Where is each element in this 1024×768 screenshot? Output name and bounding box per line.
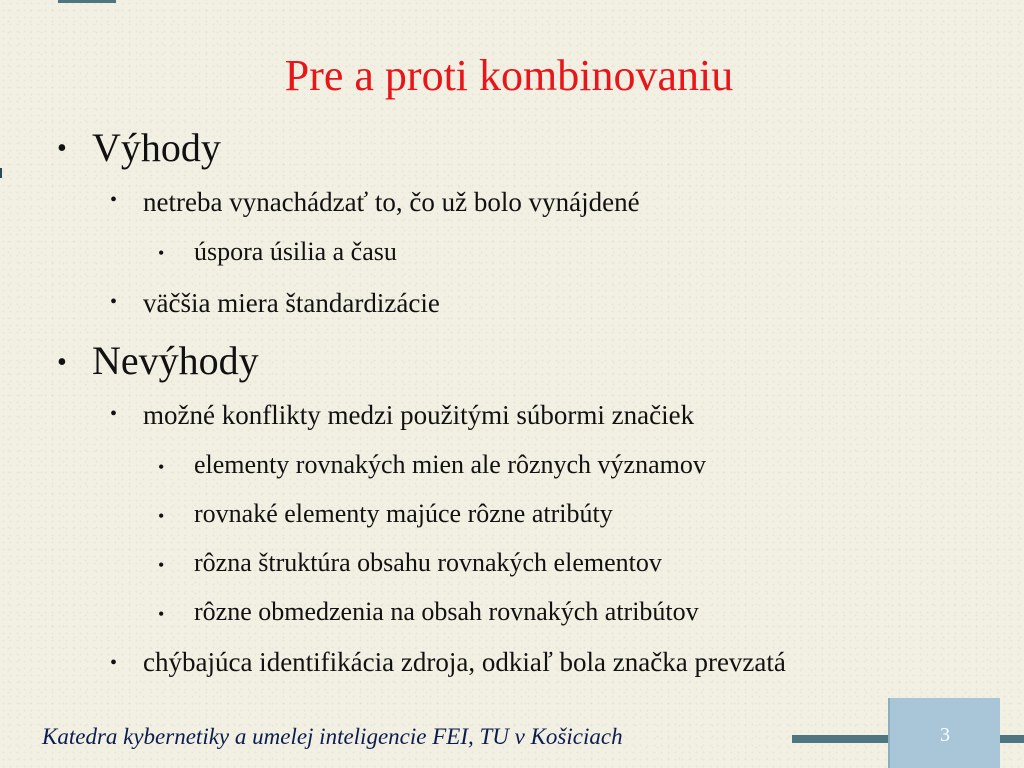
bullet-marker: •: [110, 291, 118, 313]
bullet-marker: •: [57, 133, 67, 164]
sub-list-item: rôzne obmedzenia na obsah rovnakých atribútov: [194, 597, 699, 626]
sub-list-item: rovnaké elementy majúce rôzne atribúty: [194, 499, 613, 528]
corner-decoration: [58, 0, 116, 3]
edge-decoration: [0, 168, 2, 178]
section-heading-disadvantages: Nevýhody: [92, 338, 259, 383]
page-number: 3: [940, 724, 950, 746]
list-item: netreba vynachádzať to, čo už bolo vynájdené: [143, 187, 640, 217]
bullet-marker: •: [158, 604, 165, 624]
bullet-marker: •: [110, 652, 118, 674]
bullet-marker: •: [158, 457, 165, 477]
section-heading-advantages: Výhody: [92, 125, 221, 170]
bullet-marker: •: [158, 506, 165, 526]
sub-list-item: rôzna štruktúra obsahu rovnakých elementov: [194, 548, 662, 577]
bullet-marker: •: [57, 347, 67, 378]
bullet-marker: •: [158, 243, 165, 263]
bullet-marker: •: [158, 555, 165, 575]
sub-list-item: elementy rovnakých mien ale rôznych významov: [194, 450, 706, 479]
list-item: chýbajúca identifikácia zdroja, odkiaľ bola značka prevzatá: [143, 647, 786, 677]
slide-title: Pre a proti kombinovaniu: [284, 51, 734, 100]
sub-list-item: úspora úsilia a času: [194, 237, 397, 266]
footer-institution: Katedra kybernetiky a umelej inteligencie FEI, TU v Košiciach: [42, 724, 623, 749]
page-number-box: [888, 698, 1000, 768]
bullet-marker: •: [110, 189, 118, 211]
bullet-marker: •: [110, 403, 118, 425]
list-item: možné konflikty medzi použitými súbormi značiek: [143, 400, 695, 430]
list-item: väčšia miera štandardizácie: [143, 288, 440, 318]
